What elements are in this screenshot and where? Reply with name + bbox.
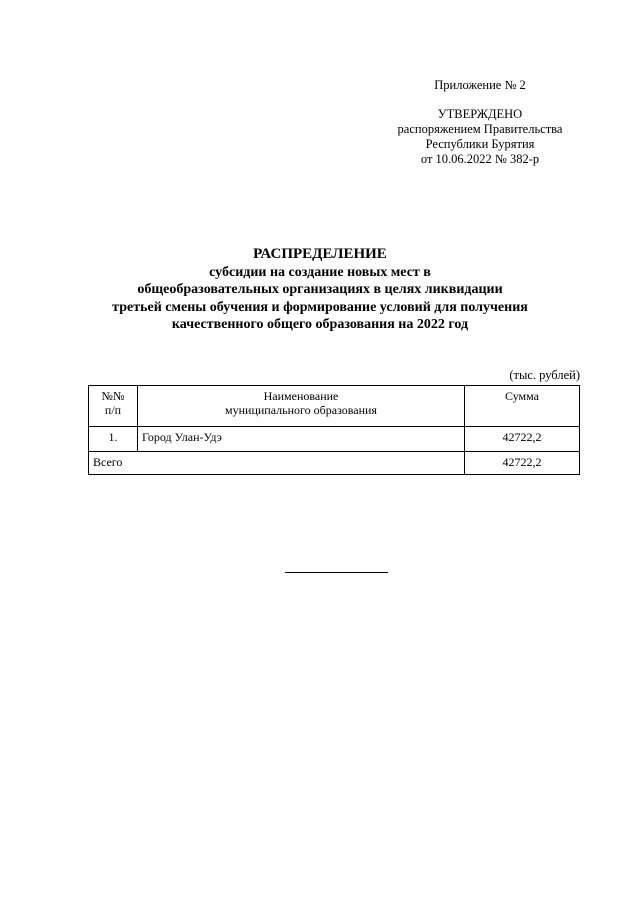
approval-date-line: от 10.06.2022 № 382-р — [420, 152, 540, 166]
title-heading: РАСПРЕДЕЛЕНИЕ — [253, 246, 387, 262]
table-header-row — [89, 386, 580, 427]
distribution-table — [88, 385, 580, 475]
header-number: №№ п/п — [89, 386, 138, 427]
approved-by-line-1: распоряжением Правительства — [397, 122, 563, 136]
row-number: 1. — [89, 427, 138, 452]
row-sum: 42722,2 — [465, 427, 580, 452]
table-total-row — [89, 452, 580, 475]
title-line-2: общеобразовательных организациях в целях ликвидации — [137, 282, 503, 297]
title-line-3: третьей смены обучения и формирование условий для получения — [112, 299, 528, 315]
appendix-label: Приложение № 2 — [434, 78, 526, 92]
title-line-4: качественного общего образования на 2022 год — [171, 317, 469, 332]
header-sum: Сумма — [465, 386, 580, 427]
title-line-1: субсидии на создание новых мест в — [209, 264, 431, 280]
row-name: Город Улан-Удэ — [138, 427, 465, 452]
approved-by-line-2: Республики Бурятия — [425, 137, 535, 151]
total-label: Всего — [89, 452, 465, 475]
total-sum: 42722,2 — [465, 452, 580, 475]
header-name: Наименование муниципального образования — [138, 386, 465, 427]
units-label: (тыс. рублей) — [509, 368, 580, 382]
approval-block — [380, 78, 580, 167]
approved-label: УТВЕРЖДЕНО — [437, 107, 523, 121]
table-row — [89, 427, 580, 452]
document-title — [60, 246, 580, 334]
end-divider — [285, 572, 388, 573]
